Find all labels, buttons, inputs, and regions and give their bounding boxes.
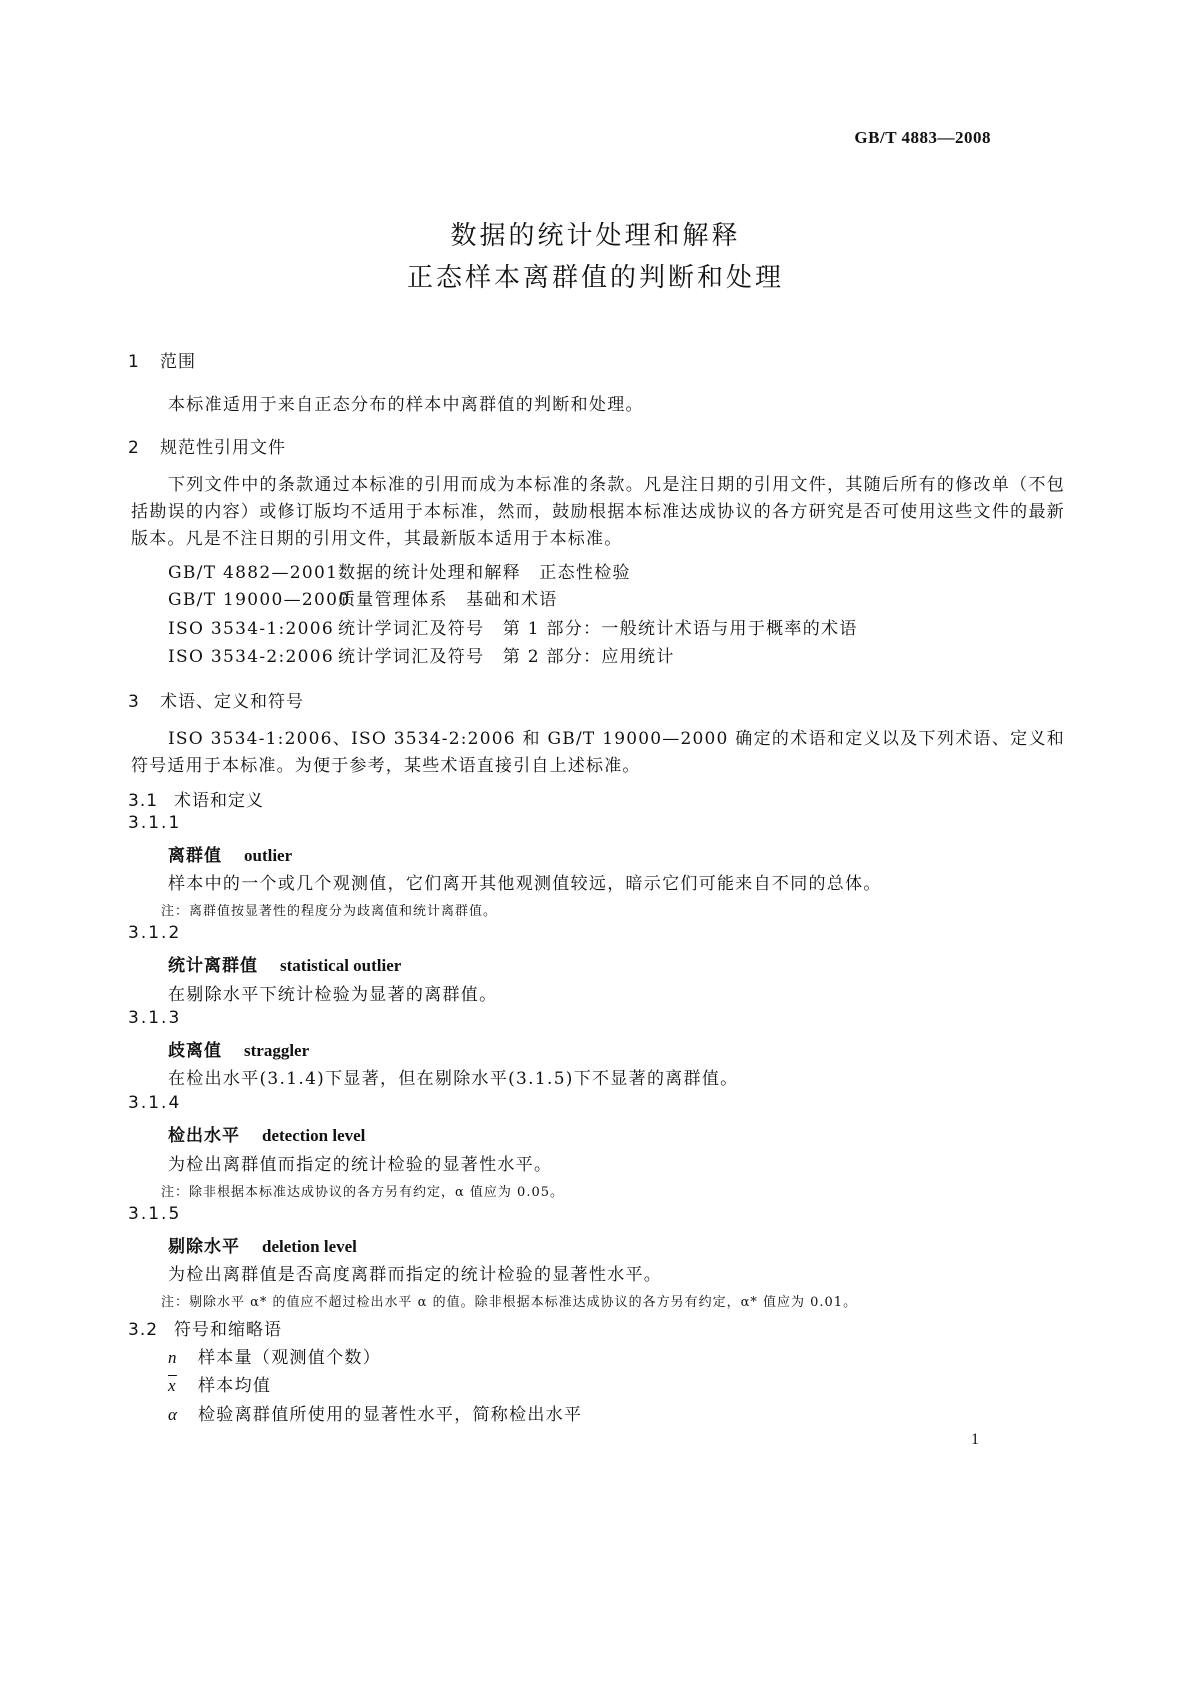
symbol: α xyxy=(168,1405,179,1424)
term-chinese: 检出水平 xyxy=(168,1126,240,1146)
title-line-2: 正态样本离群值的判断和处理 xyxy=(406,263,784,293)
reference-title: 数据的统计处理和解释 正态性检验 xyxy=(338,563,631,583)
section-title: 范围 xyxy=(160,352,196,372)
section-title: 规范性引用文件 xyxy=(160,438,286,458)
term-chinese: 离群值 xyxy=(168,846,222,866)
symbol-item xyxy=(168,1400,582,1425)
reference-item xyxy=(168,558,631,583)
term-english: statistical outlier xyxy=(280,956,402,975)
term-definition: 在检出水平(3.1.4)下显著，但在剔除水平(3.1.5)下不显著的离群值。 xyxy=(168,1069,739,1089)
section-3-heading xyxy=(128,687,304,712)
term-definition: 样本中的一个或几个观测值，它们离开其他观测值较远，暗示它们可能来自不同的总体。 xyxy=(168,874,882,894)
term-definition: 在剔除水平下统计检验为显著的离群值。 xyxy=(168,985,498,1005)
term-definition: 为检出离群值而指定的统计检验的显著性水平。 xyxy=(168,1155,553,1175)
term-number: 3.1.3 xyxy=(128,1008,182,1028)
term-english: detection level xyxy=(262,1126,366,1145)
term-number: 3.1.4 xyxy=(128,1093,182,1113)
reference-title: 质量管理体系 基础和术语 xyxy=(338,590,558,610)
symbol-description: 样本量（观测值个数） xyxy=(198,1348,381,1368)
term-chinese: 统计离群值 xyxy=(168,956,258,976)
reference-title: 统计学词汇及符号 第 1 部分：一般统计术语与用于概率的术语 xyxy=(338,619,858,639)
symbol-item xyxy=(168,1371,271,1396)
section-number: 1 xyxy=(128,352,140,372)
section-number: 3 xyxy=(128,692,140,712)
symbol: n xyxy=(168,1348,178,1367)
standard-code: GB/T 4883—2008 xyxy=(854,128,991,147)
term-number: 3.1.5 xyxy=(128,1204,182,1224)
reference-code: GB/T 4882—2001 xyxy=(168,563,339,583)
term-english: outlier xyxy=(244,846,293,865)
section-1-body: 本标准适用于来自正态分布的样本中离群值的判断和处理。 xyxy=(168,395,644,415)
section-number: 3.1 xyxy=(128,791,159,811)
symbol-description: 样本均值 xyxy=(198,1376,272,1396)
term-heading xyxy=(168,841,292,866)
term-heading xyxy=(168,1036,309,1061)
reference-code: GB/T 19000—2000 xyxy=(168,590,351,610)
term-number: 3.1.1 xyxy=(128,813,182,833)
symbol-description: 检验离群值所使用的显著性水平，简称检出水平 xyxy=(198,1405,583,1425)
term-note: 注：除非根据本标准达成协议的各方另有约定，α 值应为 0.05。 xyxy=(161,1185,564,1200)
term-english: deletion level xyxy=(262,1237,357,1256)
section-title: 符号和缩略语 xyxy=(174,1320,282,1340)
section-number: 2 xyxy=(128,438,140,458)
section-title: 术语和定义 xyxy=(174,791,264,811)
term-english: straggler xyxy=(244,1041,310,1060)
reference-code: ISO 3534-1:2006 xyxy=(168,619,335,639)
section-3-1-heading xyxy=(128,786,264,811)
term-heading xyxy=(168,1121,365,1146)
term-note: 注：剔除水平 α* 的值应不超过检出水平 α 的值。除非根据本标准达成协议的各方另有约定，α* 值应为 0.01。 xyxy=(161,1295,858,1310)
term-note: 注：离群值按显著性的程度分为歧离值和统计离群值。 xyxy=(161,904,498,919)
paragraph: 下列文件中的条款通过本标准的引用而成为本标准的条款。凡是注日期的引用文件，其随后所有的修改单（不包括勘误的内容）或修订版均不适用于本标准，然而，鼓励根据本标准达成协议的各方研究是否可使用这些文件的最新版本。凡是不注日期的引用文件，其最新版本适用于本标准。 xyxy=(131,475,1065,549)
symbol: $\overline{x}$ xyxy=(168,1376,177,1395)
section-title: 术语、定义和符号 xyxy=(160,692,304,712)
section-3-body xyxy=(131,726,1065,780)
section-3-2-heading xyxy=(128,1315,282,1340)
term-number: 3.1.2 xyxy=(128,923,182,943)
reference-item xyxy=(168,642,675,667)
page-number: 1 xyxy=(971,1431,979,1448)
reference-code: ISO 3534-2:2006 xyxy=(168,647,335,667)
paragraph: ISO 3534-1:2006、ISO 3534-2:2006 和 GB/T 19000—2000 确定的术语和定义以及下列术语、定义和符号适用于本标准。为便于参考，某些术语直接引自上述标准。 xyxy=(131,729,1065,776)
symbol-item xyxy=(168,1343,381,1368)
section-number: 3.2 xyxy=(128,1320,159,1340)
term-heading xyxy=(168,951,401,976)
term-chinese: 剔除水平 xyxy=(168,1237,240,1257)
reference-item xyxy=(168,585,558,610)
section-2-heading xyxy=(128,433,286,458)
title-line-1: 数据的统计处理和解释 xyxy=(450,221,741,251)
reference-item xyxy=(168,614,858,639)
term-definition: 为检出离群值是否高度离群而指定的统计检验的显著性水平。 xyxy=(168,1265,663,1285)
section-1-heading xyxy=(128,347,196,372)
term-heading xyxy=(168,1232,357,1257)
section-2-body xyxy=(131,472,1065,553)
term-chinese: 歧离值 xyxy=(168,1041,222,1061)
reference-title: 统计学词汇及符号 第 2 部分：应用统计 xyxy=(338,647,675,667)
